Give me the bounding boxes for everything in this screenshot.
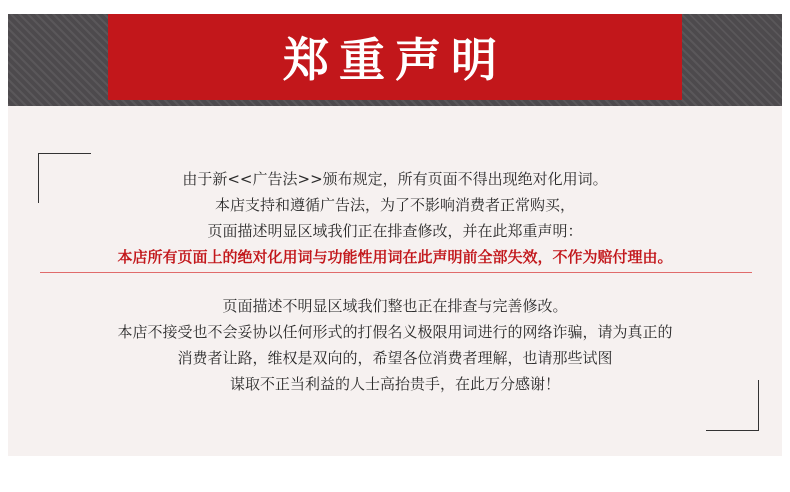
notice-line: 本店不接受也不会妥协以任何形式的打假名义极限用词进行的网络诈骗，请为真正的 bbox=[117, 323, 673, 341]
corner-bracket-bottom-right bbox=[706, 430, 759, 431]
page-title: 郑重声明 bbox=[283, 33, 507, 87]
notice-line: 页面描述明显区域我们正在排查修改，并在此郑重声明： bbox=[207, 222, 583, 240]
highlight-underline bbox=[40, 272, 752, 273]
corner-bracket-top-left bbox=[38, 153, 91, 154]
notice-line: 本店支持和遵循广告法，为了不影响消费者正常购买， bbox=[214, 196, 575, 214]
notice-line: 谋取不正当利益的人士高抬贵手，在此万分感谢！ bbox=[229, 375, 560, 393]
highlight-statement: 本店所有页面上的绝对化用词与功能性用词在此声明前全部失效，不作为赔付理由。 bbox=[117, 248, 673, 266]
title-banner bbox=[108, 14, 682, 100]
notice-line: 由于新<<广告法>>颁布规定，所有页面不得出现绝对化用词。 bbox=[182, 170, 608, 188]
notice-line: 页面描述不明显区域我们整也正在排查与完善修改。 bbox=[222, 297, 568, 315]
notice-panel bbox=[8, 106, 782, 456]
notice-line: 消费者让路，维权是双向的，希望各位消费者理解，也请那些试图 bbox=[177, 349, 613, 367]
